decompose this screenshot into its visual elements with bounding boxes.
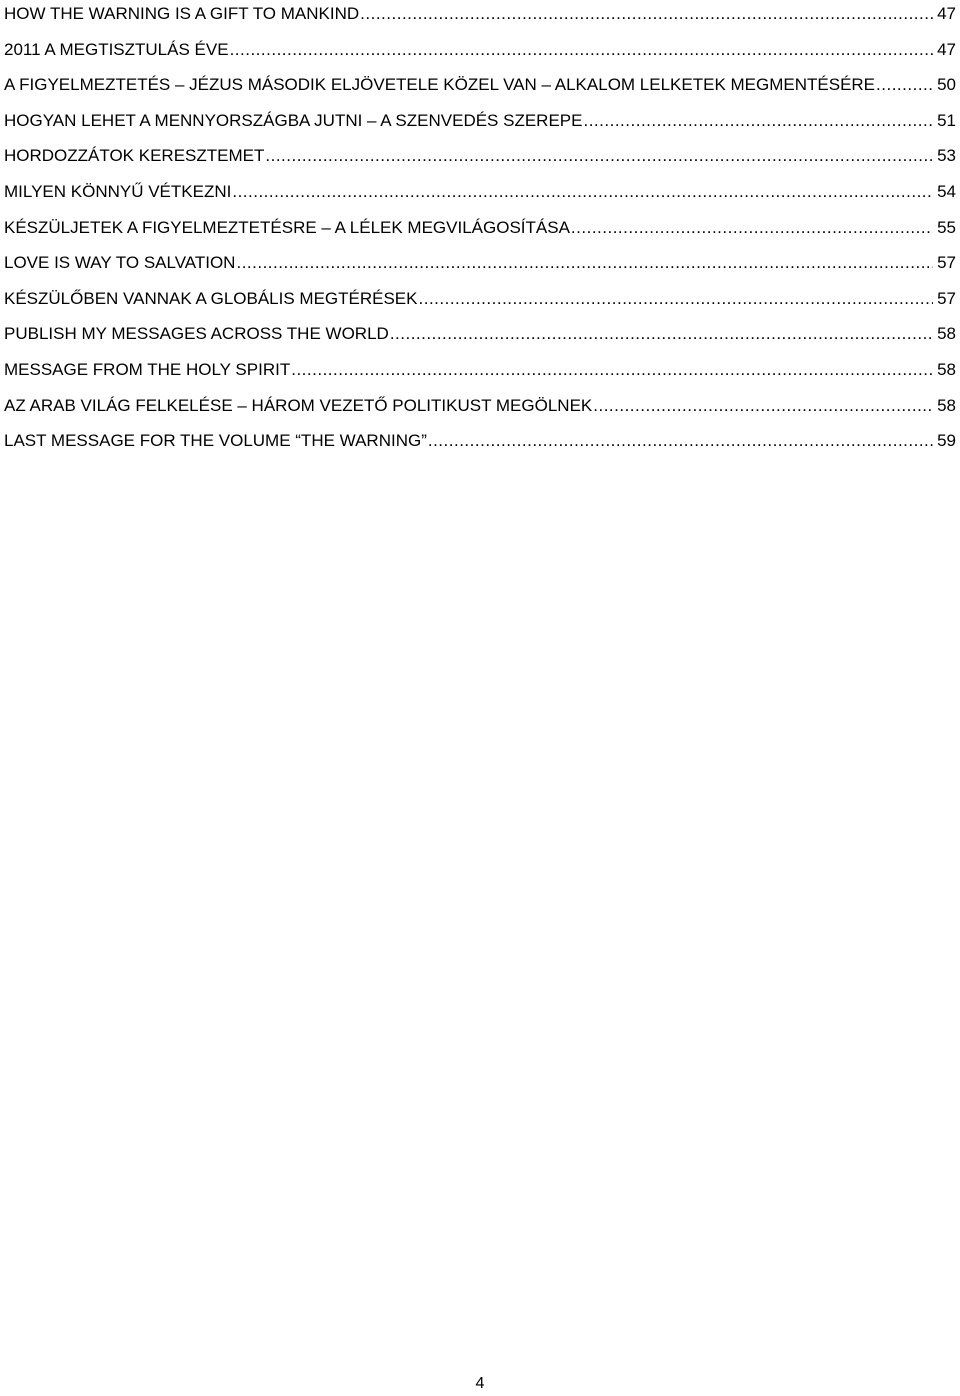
- toc-entry[interactable]: [4, 316, 956, 352]
- toc-entry-title: AZ ARAB VILÁG FELKELÉSE – HÁROM VEZETŐ POLITIKUST MEGÖLNEK: [4, 395, 593, 415]
- toc-entry-page: 53: [937, 146, 956, 166]
- toc-entry-title: PUBLISH MY MESSAGES ACROSS THE WORLD: [4, 324, 389, 344]
- toc-entry-title: 2011 A MEGTISZTULÁS ÉVE: [4, 39, 229, 59]
- toc-entry-page: 58: [937, 359, 956, 379]
- toc-entry-page: 58: [937, 324, 956, 344]
- toc-entry-page: 50: [937, 75, 956, 95]
- toc-leader-dots: [232, 174, 933, 210]
- toc-entry-page: 59: [937, 431, 956, 451]
- toc-entry[interactable]: [4, 174, 956, 210]
- toc-entry-title: KÉSZÜLJETEK A FIGYELMEZTETÉSRE – A LÉLEK MEGVILÁGOSÍTÁSA: [4, 217, 570, 237]
- toc-entry-title: LOVE IS WAY TO SALVATION: [4, 253, 236, 273]
- toc-entry-title: HOGYAN LEHET A MENNYORSZÁGBA JUTNI – A SZENVEDÉS SZEREPE: [4, 110, 583, 130]
- toc-entry-page: 47: [937, 4, 956, 23]
- table-of-contents: [4, 0, 956, 459]
- toc-leader-dots: [291, 352, 933, 388]
- toc-entry-page: 55: [937, 217, 956, 237]
- toc-entry-title: LAST MESSAGE FOR THE VOLUME “THE WARNING”: [4, 431, 427, 451]
- toc-entry-title: A FIGYELMEZTETÉS – JÉZUS MÁSODIK ELJÖVETELE KÖZEL VAN – ALKALOM LELKETEK MEGMENTÉSÉRE: [4, 75, 876, 95]
- toc-entry-title: HOW THE WARNING IS A GIFT TO MANKIND: [4, 4, 360, 23]
- toc-entry[interactable]: [4, 103, 956, 139]
- toc-leader-dots: [593, 388, 933, 424]
- toc-entry-page: 51: [937, 110, 956, 130]
- toc-entry[interactable]: [4, 281, 956, 317]
- toc-entry-page: 54: [937, 181, 956, 201]
- toc-leader-dots: [419, 281, 934, 317]
- toc-entry-title: MILYEN KÖNNYŰ VÉTKEZNI: [4, 181, 232, 201]
- toc-leader-dots: [428, 423, 933, 459]
- toc-entry[interactable]: [4, 0, 956, 32]
- page-number: 4: [475, 1375, 485, 1392]
- toc-leader-dots: [571, 210, 933, 246]
- toc-leader-dots: [236, 245, 933, 281]
- toc-entry[interactable]: [4, 67, 956, 103]
- toc-entry-page: 58: [937, 395, 956, 415]
- toc-entry-title: HORDOZZÁTOK KERESZTEMET: [4, 146, 265, 166]
- toc-leader-dots: [230, 32, 934, 68]
- toc-entry[interactable]: [4, 210, 956, 246]
- toc-leader-dots: [583, 103, 933, 139]
- toc-entry[interactable]: [4, 423, 956, 459]
- toc-entry[interactable]: [4, 352, 956, 388]
- toc-entry-page: 57: [937, 253, 956, 273]
- toc-entry-title: KÉSZÜLŐBEN VANNAK A GLOBÁLIS MEGTÉRÉSEK: [4, 288, 418, 308]
- toc-entry[interactable]: [4, 138, 956, 174]
- toc-leader-dots: [265, 138, 933, 174]
- toc-entry-title: MESSAGE FROM THE HOLY SPIRIT: [4, 359, 291, 379]
- toc-entry-page: 57: [937, 288, 956, 308]
- toc-leader-dots: [390, 316, 933, 352]
- toc-entry-page: 47: [937, 39, 956, 59]
- toc-leader-dots: [360, 0, 933, 32]
- toc-leader-dots: [876, 67, 933, 103]
- toc-entry[interactable]: [4, 32, 956, 68]
- toc-entry[interactable]: [4, 245, 956, 281]
- toc-entry[interactable]: [4, 388, 956, 424]
